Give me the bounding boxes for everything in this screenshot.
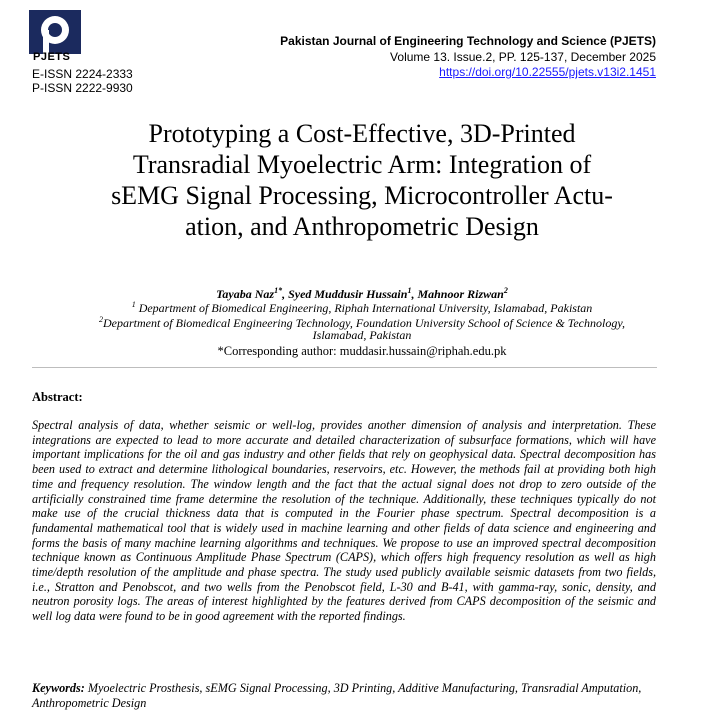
- keywords-text: Myoelectric Prosthesis, sEMG Signal Processing, 3D Printing, Additive Manufacturing, Transradial Amputation, Anthropometric Design: [32, 681, 642, 710]
- pissn: P-ISSN 2222-9930: [32, 81, 133, 95]
- journal-name: Pakistan Journal of Engineering Technology and Science (PJETS): [280, 34, 656, 48]
- affiliation-text: Department of Biomedical Engineering Technology, Foundation University School of Science & Technology,: [102, 316, 626, 330]
- author-separator: ,: [282, 287, 289, 301]
- doi-link[interactable]: https://doi.org/10.22555/pjets.v13i2.1451: [439, 65, 656, 79]
- author-sup: 2: [503, 286, 508, 295]
- author-name: Tayaba Naz: [216, 287, 275, 301]
- affiliation-sup: 1: [131, 300, 136, 309]
- title-line: Prototyping a Cost-Effective, 3D-Printed: [148, 119, 576, 148]
- title-line: sEMG Signal Processing, Microcontroller Actu-: [111, 181, 613, 210]
- divider: [32, 367, 657, 368]
- eissn: E-ISSN 2224-2333: [32, 67, 133, 81]
- keywords: [32, 681, 656, 710]
- corresponding-author: *Corresponding author: muddasir.hussain@riphah.edu.pk: [217, 344, 507, 358]
- author-name: Syed Muddusir Hussain: [288, 287, 408, 301]
- affiliation-sup: 2: [98, 315, 103, 324]
- logo-text: PJETS: [33, 51, 71, 63]
- affiliation-text: Department of Biomedical Engineering, Riphah International University, Islamabad, Pakistan: [138, 301, 593, 315]
- author-sup: 1*: [274, 286, 283, 295]
- abstract-heading: Abstract:: [32, 390, 83, 404]
- keywords-label: Keywords:: [32, 681, 85, 695]
- author-name: Mahnoor Rizwan: [417, 287, 504, 301]
- paper-title: [20, 118, 704, 242]
- author-separator: ,: [411, 287, 418, 301]
- title-line: ation, and Anthropometric Design: [185, 212, 539, 241]
- volume-info: Volume 13. Issue.2, PP. 125-137, December 2025: [390, 50, 656, 64]
- author-sup: 1: [407, 286, 412, 295]
- abstract-body: Spectral analysis of data, whether seismic or well-log, provides another dimension of analysis and interpretation. These integrations are expected to lead to more accurate and detailed characterization of subsurface formations, which will have important implications for the oil and gas industry and other fields that rely on geophysical data. Spectral decomposition has been used to extract and determine lithological boundaries, reservoirs, etc. However, the methods fail at providing both high time and frequency resolution. The window length and the fact that the actual signal does not drop to zero outside of the artificially constrained time frame determine the resolution of the technique. Additionally, these techniques typically do not make use of the crucial thickness data that is computed in the Fourier phase spectrum. Spectral decomposition is a fundamental mathematical tool that is widely used in machine learning and other fields of data science and engineering and forms the basis of many machine learning algorithms and techniques. We propose to use an improved spectral decomposition technique known as Continuous Amplitude Phase Spectrum (CAPS), which offers high frequency resolution as well as high time/depth resolution of the amplitude and phase spectra. The study used publicly available seismic datasets from two fields, i.e., Stratton and Penobscot, and two wells from the Penobscot field, L-30 and B-41, with gamma-ray, sonic, density, and neutron porosity logs. The areas of interest highlighted by the features derived from CAPS decomposition of the seismic and well log data were found to be in good agreement with the reported findings.: [32, 418, 656, 624]
- affiliation-2-cont: Islamabad, Pakistan: [312, 328, 412, 342]
- title-line: Transradial Myoelectric Arm: Integration of: [132, 150, 592, 179]
